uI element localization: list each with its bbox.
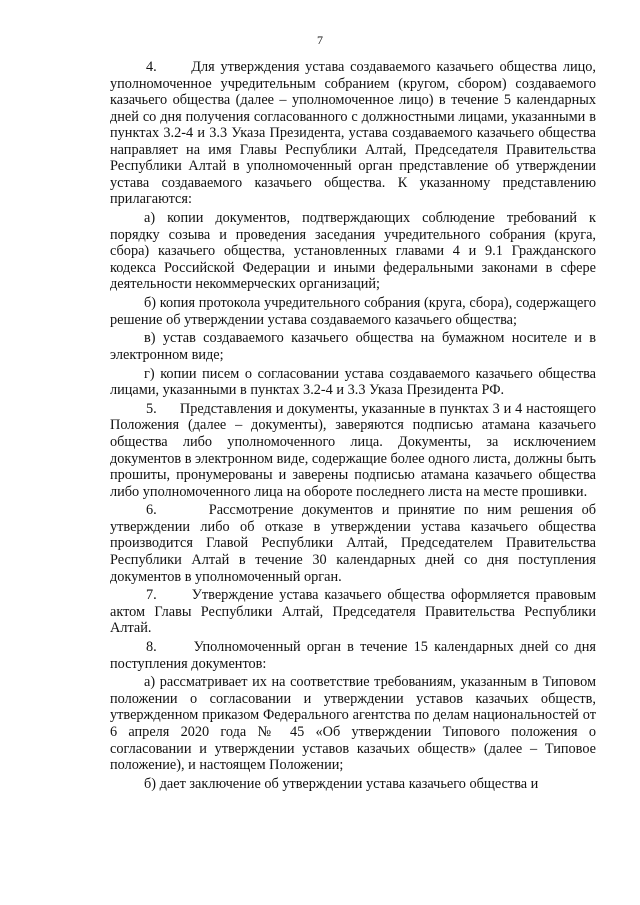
subitem-4v: в) устав создаваемого казачьего общества на бумажном носителе и в электронном виде; [110, 330, 596, 363]
page-number: 7 [317, 33, 323, 47]
subitem-4g: г) копии писем о согласовании устава создаваемого казачьего общества лицами, указанными в пунктах 3.2-4 и 3.3 Указа Президента РФ. [110, 365, 596, 399]
subitem-4b: б) копия протокола учредительного собрания (круга, сбора), содержащего решение об утверждении устава создаваемого казачьего общества; [110, 295, 596, 328]
paragraph-item-7: 7. Утверждение устава казачьего общества оформляется правовым актом Главы Республики Алтай, Председателя Правительства Республики Алтай. [110, 587, 596, 637]
paragraph-item-5: 5. Представления и документы, указанные в пунктах 3 и 4 настоящего Положения (далее – документы), заверяются подписью атамана казачьего общества либо уполномоченного лица. Документы, за исключением документов в электронном виде, содержащие более одного листа, должны быть прошиты, пронумерованы и заверены подписью атамана казачьего общества либо уполномоченного лица на обороте последнего листа на месте прошивки. [110, 400, 596, 500]
paragraph-item-4: 4. Для утверждения устава создаваемого казачьего общества лицо, уполномоченное учредительным собранием (кругом, сбором) создаваемого казачьего общества (далее – уполномоченное лицо) в течение 5 календарных дней со дня получения согласованного с должностными лицами, указанными в пунктах 3.2-4 и 3.3 Указа Президента, устава создаваемого казачьего общества направляет на имя Главы Республики Алтай, Председателя Правительства Республики Алтай в уполномоченный орган представление об утверждении устава создаваемого казачьего общества. К указанному представлению прилагаются: [110, 59, 596, 208]
paragraph-item-6: 6. Рассмотрение документов и принятие по ним решения об утверждении либо об отказе в утверждении устава казачьего общества производится Главой Республики Алтай, Председателем Правительства Республики Алтай в течение 30 календарных дней со дня поступления документов в уполномоченный орган. [110, 502, 596, 585]
paragraph-item-8: 8. Уполномоченный орган в течение 15 календарных дней со дня поступления документов: [110, 639, 596, 672]
subitem-4a: а) копии документов, подтверждающих соблюдение требований к порядку созыва и проведения заседания учредительного собрания (круга, сбора) казачьего общества, установленных главами 4 и 9.1 Гражданского кодекса Российской Федерации и иными федеральными законами в сфере деятельности некоммерческих организаций; [110, 210, 596, 293]
subitem-8b: б) дает заключение об утверждении устава казачьего общества и [144, 775, 539, 792]
subitem-8a: а) рассматривает их на соответствие требованиям, указанным в Типовом положении о согласовании и утверждении уставов казачьих обществ, утвержденном приказом Федерального агентства по делам национальностей от 6 апреля 2020 года № 45 «Об утверждении Типового положения о согласовании и утверждении уставов казачьих обществ» (далее – Типовое положение), и настоящем Положении; [110, 674, 596, 774]
document-body [110, 59, 596, 795]
